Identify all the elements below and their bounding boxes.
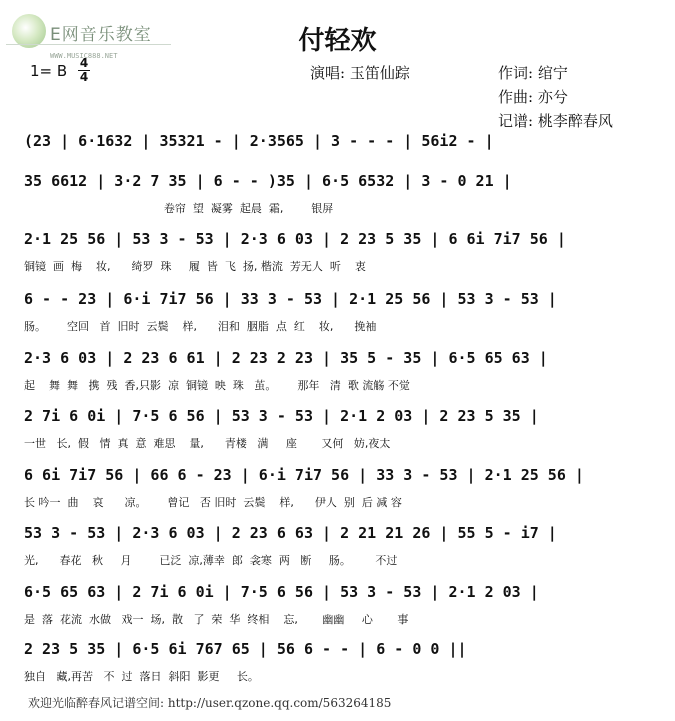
transcriber-credit: 记谱: 桃李醉春风 xyxy=(498,112,613,130)
lyrics-line: 铜镜 画 梅 妆, 绮罗 珠 履 皆 飞 扬, 楷流 芳无人 听 衷 xyxy=(24,260,366,273)
lyrics-line: 卷帘 望 凝雾 起晨 霜, 银屏 xyxy=(24,202,334,215)
notation-line: 6 - - 23 | 6·i 7i7 56 | 33 3 - 53 | 2·1 25 56 | 53 3 - 53 | xyxy=(24,290,557,308)
logo-text: E网音乐教室 xyxy=(50,25,152,45)
notation-line: 35 6612 | 3·2 7 35 | 6 - - )35 | 6·5 6532 | 3 - 0 21 | xyxy=(24,172,512,190)
footer-link-text: 欢迎光临醉春风记谱空间: http://user.qzone.qq.com/563264185 xyxy=(28,696,392,710)
lyrics-line: 光, 春花 秋 月 已泛 凉,薄幸 郎 衾寒 两 断 肠。 不过 xyxy=(24,554,398,567)
lyrics-line: 肠。 空回 首 旧时 云鬓 样, 泪和 胭脂 点 红 妆, 挽袖 xyxy=(24,320,377,333)
notation-line: 2 23 5 35 | 6·5 6i 767 65 | 56 6 - - | 6 - 0 0 || xyxy=(24,640,467,658)
lyrics-line: 起 舞 舞 携 残 香,只影 凉 铜镜 映 珠 茧。 那年 清 歌 流觞 不觉 xyxy=(24,379,410,392)
meter-top: 4 xyxy=(79,56,89,70)
notation-line: 2·3 6 03 | 2 23 6 61 | 2 23 2 23 | 35 5 - 35 | 6·5 65 63 | xyxy=(24,349,548,367)
key-signature: 1= B xyxy=(30,62,68,80)
notation-line: 6 6i 7i7 56 | 66 6 - 23 | 6·i 7i7 56 | 33 3 - 53 | 2·1 25 56 | xyxy=(24,466,584,484)
lyrics-line: 独自 藏,再苦 不 过 落日 斜阳 影更 长。 xyxy=(24,670,259,683)
composer-credit: 作曲: 亦兮 xyxy=(498,88,568,106)
lyricist-credit: 作词: 绾宁 xyxy=(498,64,568,82)
meter-bottom: 4 xyxy=(79,70,89,84)
time-signature xyxy=(76,57,92,84)
lyrics-line: 一世 长, 假 情 真 意 难思 量, 青楼 满 座 又何 妨,夜太 xyxy=(24,437,391,450)
notation-line: 2 7i 6 0i | 7·5 6 56 | 53 3 - 53 | 2·1 2 03 | 2 23 5 35 | xyxy=(24,407,539,425)
notation-line: (23 | 6·1632 | 35321 - | 2·3565 | 3 - - - | 56i2 - | xyxy=(24,132,494,150)
notation-line: 6·5 65 63 | 2 7i 6 0i | 7·5 6 56 | 53 3 - 53 | 2·1 2 03 | xyxy=(24,583,539,601)
lyrics-line: 是 落 花流 水做 戏一 场, 散 了 荣 华 终相 忘, 幽幽 心 事 xyxy=(24,613,409,626)
notation-line: 2·1 25 56 | 53 3 - 53 | 2·3 6 03 | 2 23 5 35 | 6 6i 7i7 56 | xyxy=(24,230,566,248)
song-title: 付轻欢 xyxy=(298,26,377,56)
lyrics-line: 长 吟一 曲 哀 凉。 曾记 否 旧时 云鬓 样, 伊人 别 后 减 容 xyxy=(24,496,402,509)
logo-url: WWW.MUSIC888.NET xyxy=(50,52,118,60)
singer-credit: 演唱: 玉笛仙踪 xyxy=(310,64,410,82)
notation-line: 53 3 - 53 | 2·3 6 03 | 2 23 6 63 | 2 21 21 26 | 55 5 - i7 | xyxy=(24,524,557,542)
